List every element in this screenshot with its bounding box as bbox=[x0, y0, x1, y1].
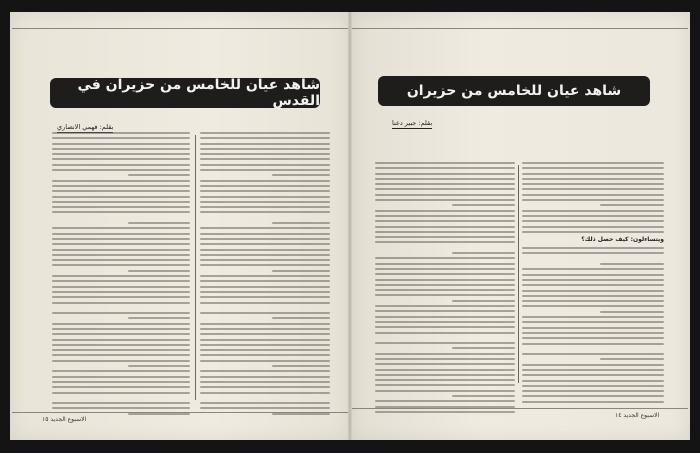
text-line bbox=[200, 201, 330, 203]
text-line bbox=[522, 183, 664, 185]
text-line bbox=[272, 270, 331, 272]
spine-gutter bbox=[348, 12, 352, 440]
left-page-footer: الاسبوع الجديد ١٥ bbox=[42, 416, 87, 423]
text-line bbox=[128, 222, 190, 224]
text-line bbox=[375, 326, 515, 328]
text-line bbox=[200, 286, 330, 288]
text-line bbox=[522, 348, 664, 350]
text-line bbox=[200, 238, 330, 240]
text-line bbox=[522, 316, 664, 318]
text-line bbox=[522, 210, 664, 212]
text-line bbox=[375, 268, 515, 270]
text-line bbox=[200, 185, 330, 187]
text-line bbox=[200, 307, 330, 309]
text-line bbox=[522, 385, 664, 387]
text-line bbox=[200, 233, 330, 235]
text-line bbox=[522, 194, 664, 196]
text-line bbox=[200, 354, 330, 356]
text-line bbox=[522, 252, 664, 254]
text-line bbox=[52, 333, 190, 335]
text-line bbox=[52, 238, 190, 240]
text-line bbox=[52, 402, 190, 404]
text-line bbox=[200, 153, 330, 155]
text-line bbox=[522, 167, 664, 169]
text-line bbox=[52, 143, 190, 145]
text-line bbox=[375, 231, 515, 233]
text-line bbox=[200, 291, 330, 293]
text-line bbox=[375, 358, 515, 360]
text-line bbox=[128, 270, 190, 272]
text-line bbox=[52, 275, 190, 277]
text-line bbox=[200, 259, 330, 261]
right-page-footer: الاسبوع الجديد ١٤ bbox=[615, 412, 660, 419]
text-line bbox=[52, 286, 190, 288]
text-line bbox=[522, 178, 664, 180]
text-line bbox=[52, 164, 190, 166]
text-line bbox=[522, 395, 664, 397]
text-line bbox=[200, 386, 330, 388]
text-line bbox=[52, 407, 190, 409]
text-line bbox=[200, 264, 330, 266]
text-line bbox=[375, 199, 515, 201]
left-column-divider bbox=[195, 135, 196, 400]
right-bottom-rule bbox=[352, 408, 688, 409]
right-byline: بقلم: جبير دعنا bbox=[392, 119, 433, 127]
text-line bbox=[52, 137, 190, 139]
text-line bbox=[375, 241, 515, 243]
text-line bbox=[375, 279, 515, 281]
text-line bbox=[522, 226, 664, 228]
text-line bbox=[200, 217, 330, 219]
text-line bbox=[452, 252, 515, 254]
text-line bbox=[600, 358, 664, 360]
text-line bbox=[452, 347, 515, 349]
text-line bbox=[200, 407, 330, 409]
text-line bbox=[52, 196, 190, 198]
text-line bbox=[452, 300, 515, 302]
text-line bbox=[375, 210, 515, 212]
text-line bbox=[200, 254, 330, 256]
text-line bbox=[200, 243, 330, 245]
text-line bbox=[272, 174, 331, 176]
text-line bbox=[200, 180, 330, 182]
text-line bbox=[522, 188, 664, 190]
left-bottom-rule bbox=[12, 412, 348, 413]
text-line bbox=[52, 307, 190, 309]
text-line bbox=[128, 365, 190, 367]
text-line bbox=[522, 332, 664, 334]
text-line bbox=[522, 353, 664, 355]
text-line bbox=[272, 222, 331, 224]
text-line bbox=[200, 360, 330, 362]
left-top-rule bbox=[12, 28, 348, 29]
text-line bbox=[52, 233, 190, 235]
text-line bbox=[375, 384, 515, 386]
right-column-2 bbox=[522, 162, 664, 406]
left-article-title: شاهد عيان للخامس من حزيران في القدس bbox=[50, 78, 320, 108]
text-line bbox=[375, 332, 515, 334]
text-line bbox=[375, 342, 515, 344]
text-line bbox=[375, 188, 515, 190]
text-line bbox=[375, 363, 515, 365]
text-line bbox=[200, 211, 330, 213]
text-line bbox=[375, 321, 515, 323]
text-line bbox=[375, 411, 515, 413]
text-line bbox=[52, 217, 190, 219]
text-line bbox=[522, 215, 664, 217]
left-column-1 bbox=[52, 132, 190, 418]
text-line bbox=[52, 328, 190, 330]
text-line bbox=[375, 289, 515, 291]
text-line bbox=[375, 353, 515, 355]
text-line bbox=[375, 316, 515, 318]
text-line bbox=[200, 302, 330, 304]
text-line bbox=[522, 284, 664, 286]
text-line bbox=[52, 280, 190, 282]
text-line bbox=[52, 169, 190, 171]
text-line bbox=[200, 249, 330, 251]
text-line bbox=[200, 376, 330, 378]
text-line bbox=[375, 284, 515, 286]
text-line bbox=[452, 395, 515, 397]
text-line bbox=[522, 364, 664, 366]
text-line bbox=[52, 312, 190, 314]
text-line bbox=[200, 397, 330, 399]
text-line bbox=[52, 227, 190, 229]
text-line bbox=[522, 220, 664, 222]
text-line bbox=[375, 294, 515, 296]
text-line bbox=[522, 274, 664, 276]
text-line bbox=[52, 201, 190, 203]
text-line bbox=[522, 343, 664, 345]
text-line bbox=[375, 178, 515, 180]
text-line bbox=[375, 162, 515, 164]
text-line bbox=[522, 162, 664, 164]
right-article-title: شاهد عيان للخامس من حزيران bbox=[378, 76, 650, 106]
text-line bbox=[52, 344, 190, 346]
text-line bbox=[375, 337, 515, 339]
text-line bbox=[375, 310, 515, 312]
text-line bbox=[200, 392, 330, 394]
text-line bbox=[52, 291, 190, 293]
text-line bbox=[200, 381, 330, 383]
text-line bbox=[522, 369, 664, 371]
text-line bbox=[600, 263, 664, 265]
text-line bbox=[272, 413, 331, 415]
text-line bbox=[200, 333, 330, 335]
text-line bbox=[375, 167, 515, 169]
text-line bbox=[522, 290, 664, 292]
text-line bbox=[200, 402, 330, 404]
text-line bbox=[52, 153, 190, 155]
text-line bbox=[52, 339, 190, 341]
text-line bbox=[52, 376, 190, 378]
text-line bbox=[375, 215, 515, 217]
text-line bbox=[52, 349, 190, 351]
text-line bbox=[375, 194, 515, 196]
text-line bbox=[200, 339, 330, 341]
text-line bbox=[522, 305, 664, 307]
text-line bbox=[375, 273, 515, 275]
text-line bbox=[52, 254, 190, 256]
text-line bbox=[375, 400, 515, 402]
text-line bbox=[200, 190, 330, 192]
text-line bbox=[52, 360, 190, 362]
text-line bbox=[52, 264, 190, 266]
text-line bbox=[522, 247, 664, 249]
text-line bbox=[200, 132, 330, 134]
text-line bbox=[375, 390, 515, 392]
text-line bbox=[52, 296, 190, 298]
text-line bbox=[200, 323, 330, 325]
text-line bbox=[52, 206, 190, 208]
text-line bbox=[200, 148, 330, 150]
text-line bbox=[200, 275, 330, 277]
text-line bbox=[200, 137, 330, 139]
text-line bbox=[200, 280, 330, 282]
text-line bbox=[128, 413, 190, 415]
text-line bbox=[52, 211, 190, 213]
text-line bbox=[52, 132, 190, 134]
text-line bbox=[522, 173, 664, 175]
text-line bbox=[52, 243, 190, 245]
text-line bbox=[200, 370, 330, 372]
text-line bbox=[522, 374, 664, 376]
text-line bbox=[200, 349, 330, 351]
text-line bbox=[52, 386, 190, 388]
text-line bbox=[52, 323, 190, 325]
text-line bbox=[272, 317, 331, 319]
text-line bbox=[522, 231, 664, 233]
text-line bbox=[52, 370, 190, 372]
text-line bbox=[200, 344, 330, 346]
text-line bbox=[375, 379, 515, 381]
text-line bbox=[128, 317, 190, 319]
text-line bbox=[375, 305, 515, 307]
text-line bbox=[375, 226, 515, 228]
text-line bbox=[52, 148, 190, 150]
text-line bbox=[52, 249, 190, 251]
text-line bbox=[522, 327, 664, 329]
text-line bbox=[52, 354, 190, 356]
text-line bbox=[200, 143, 330, 145]
text-line bbox=[375, 247, 515, 249]
text-line bbox=[522, 268, 664, 270]
text-line bbox=[200, 328, 330, 330]
article-subhead: ويتساءلون: كيف حصل ذلك؟ bbox=[581, 236, 664, 244]
text-line bbox=[200, 312, 330, 314]
left-byline: بقلم: فهمي الانصاري bbox=[57, 123, 114, 131]
text-line bbox=[375, 263, 515, 265]
text-line bbox=[200, 196, 330, 198]
text-line bbox=[600, 311, 664, 313]
text-line bbox=[52, 185, 190, 187]
text-line bbox=[522, 295, 664, 297]
text-line bbox=[200, 158, 330, 160]
text-line bbox=[128, 174, 190, 176]
text-line bbox=[522, 199, 664, 201]
text-line bbox=[52, 397, 190, 399]
text-line bbox=[52, 392, 190, 394]
right-column-1 bbox=[375, 162, 515, 416]
text-line bbox=[375, 183, 515, 185]
text-line bbox=[375, 369, 515, 371]
text-line bbox=[200, 206, 330, 208]
left-column-2 bbox=[200, 132, 330, 418]
text-line bbox=[522, 380, 664, 382]
text-line bbox=[200, 227, 330, 229]
right-column-divider bbox=[518, 165, 519, 383]
text-line bbox=[52, 259, 190, 261]
text-line bbox=[200, 164, 330, 166]
text-line bbox=[600, 204, 664, 206]
text-line bbox=[375, 374, 515, 376]
text-line bbox=[52, 180, 190, 182]
text-line bbox=[52, 158, 190, 160]
text-line bbox=[522, 300, 664, 302]
text-line bbox=[200, 296, 330, 298]
text-line bbox=[52, 302, 190, 304]
text-line bbox=[52, 381, 190, 383]
text-line bbox=[522, 321, 664, 323]
text-line bbox=[522, 279, 664, 281]
text-line bbox=[522, 390, 664, 392]
text-line bbox=[375, 173, 515, 175]
text-line bbox=[375, 236, 515, 238]
text-line bbox=[52, 190, 190, 192]
text-line bbox=[375, 257, 515, 259]
text-line bbox=[452, 204, 515, 206]
text-line bbox=[200, 169, 330, 171]
text-line bbox=[522, 401, 664, 403]
text-line bbox=[522, 258, 664, 260]
text-line bbox=[375, 220, 515, 222]
right-top-rule bbox=[352, 28, 688, 29]
text-line bbox=[272, 365, 331, 367]
text-line bbox=[522, 337, 664, 339]
